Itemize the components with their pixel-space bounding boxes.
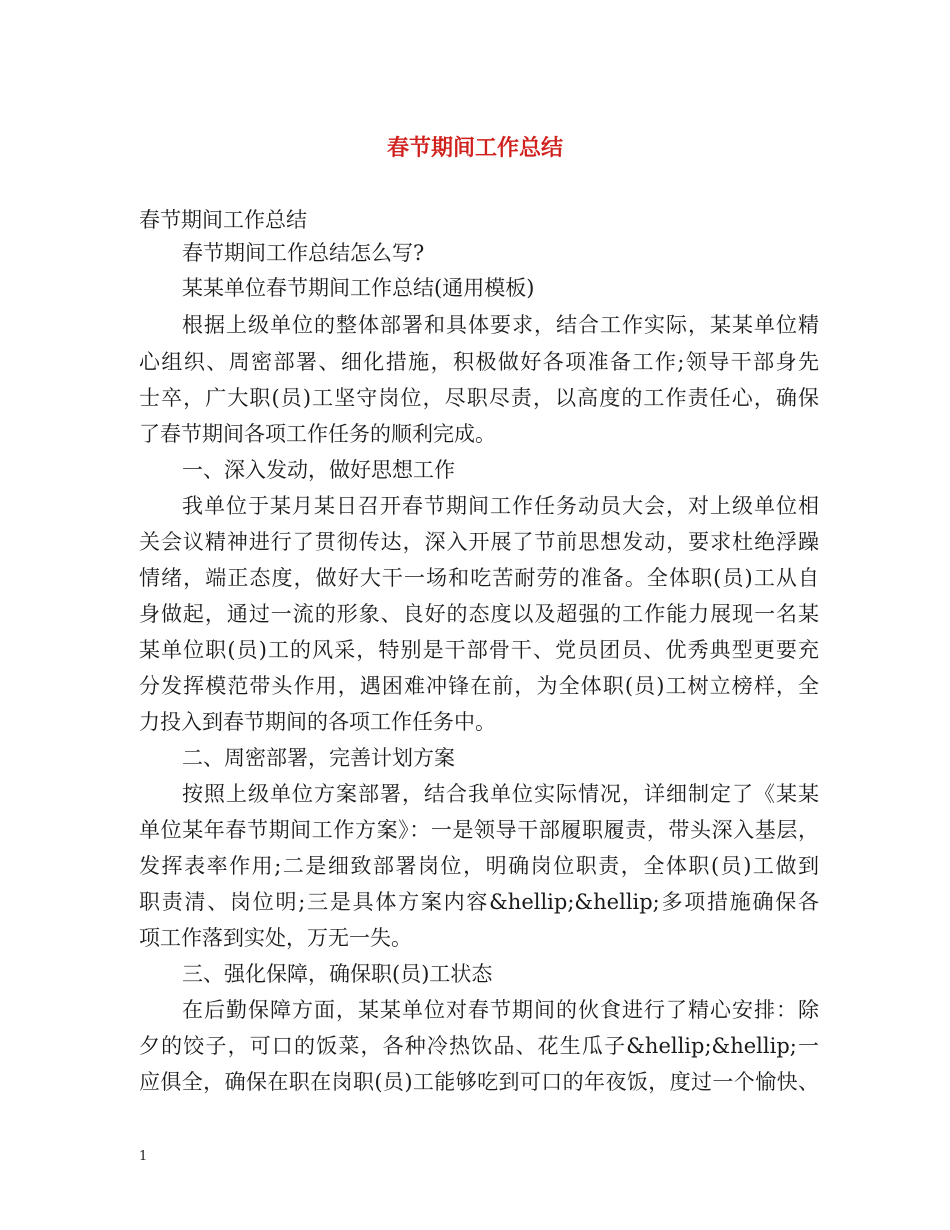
paragraph-line: 发挥表率作用;二是细致部署岗位，明确岗位职责，全体职(员)工做到 (139, 854, 819, 878)
section-heading: 三、强化保障，确保职(员)工状态 (182, 962, 493, 986)
section-heading: 一、深入发动，做好思想工作 (182, 458, 455, 482)
section-heading: 二、周密部署，完善计划方案 (182, 746, 455, 770)
paragraph-line: 职责清、岗位明;三是具体方案内容&hellip;&hellip;多项措施确保各 (139, 890, 819, 914)
paragraph-line: 心组织、周密部署、细化措施，积极做好各项准备工作;领导干部身先 (139, 350, 819, 374)
paragraph-line: 单位某年春节期间工作方案》：一是领导干部履职履责，带头深入基层， (139, 818, 819, 842)
paragraph-line: 项工作落到实处，万无一失。 (139, 926, 412, 950)
paragraph-line: 夕的饺子，可口的饭菜，各种冷热饮品、花生瓜子&hellip;&hellip;一 (139, 1034, 819, 1058)
paragraph-line: 士卒，广大职(员)工坚守岗位，尽职尽责，以高度的工作责任心，确保 (139, 386, 819, 410)
paragraph-line: 某单位职(员)工的风采，特别是干部骨干、党员团员、优秀典型更要充 (139, 638, 819, 662)
paragraph-line: 关会议精神进行了贯彻传达，深入开展了节前思想发动，要求杜绝浮躁 (139, 530, 819, 554)
paragraph-line: 身做起，通过一流的形象、良好的态度以及超强的工作能力展现一名某 (139, 602, 819, 626)
doc-subheading: 某某单位春节期间工作总结(通用模板) (182, 276, 535, 300)
paragraph-line: 我单位于某月某日召开春节期间工作任务动员大会，对上级单位相 (182, 494, 819, 518)
page-title: 春节期间工作总结 (386, 135, 563, 161)
paragraph-line: 应俱全，确保在职在岗职(员)工能够吃到可口的年夜饭，度过一个愉快、 (139, 1070, 819, 1094)
paragraph-line: 根据上级单位的整体部署和具体要求，结合工作实际，某某单位精 (182, 313, 819, 337)
doc-subheading: 春节期间工作总结怎么写? (182, 241, 425, 265)
paragraph-line: 分发挥模范带头作用，遇困难冲锋在前，为全体职(员)工树立榜样，全 (139, 674, 819, 698)
paragraph-line: 了春节期间各项工作任务的顺利完成。 (139, 422, 496, 446)
paragraph-line: 力投入到春节期间的各项工作任务中。 (139, 710, 496, 734)
paragraph-line: 按照上级单位方案部署，结合我单位实际情况，详细制定了《某某 (182, 782, 819, 806)
doc-heading: 春节期间工作总结 (139, 208, 307, 232)
paragraph-line: 情绪，端正态度，做好大干一场和吃苦耐劳的准备。全体职(员)工从自 (139, 566, 819, 590)
page-number: 1 (139, 1149, 148, 1164)
paragraph-line: 在后勤保障方面，某某单位对春节期间的伙食进行了精心安排：除 (182, 998, 819, 1022)
